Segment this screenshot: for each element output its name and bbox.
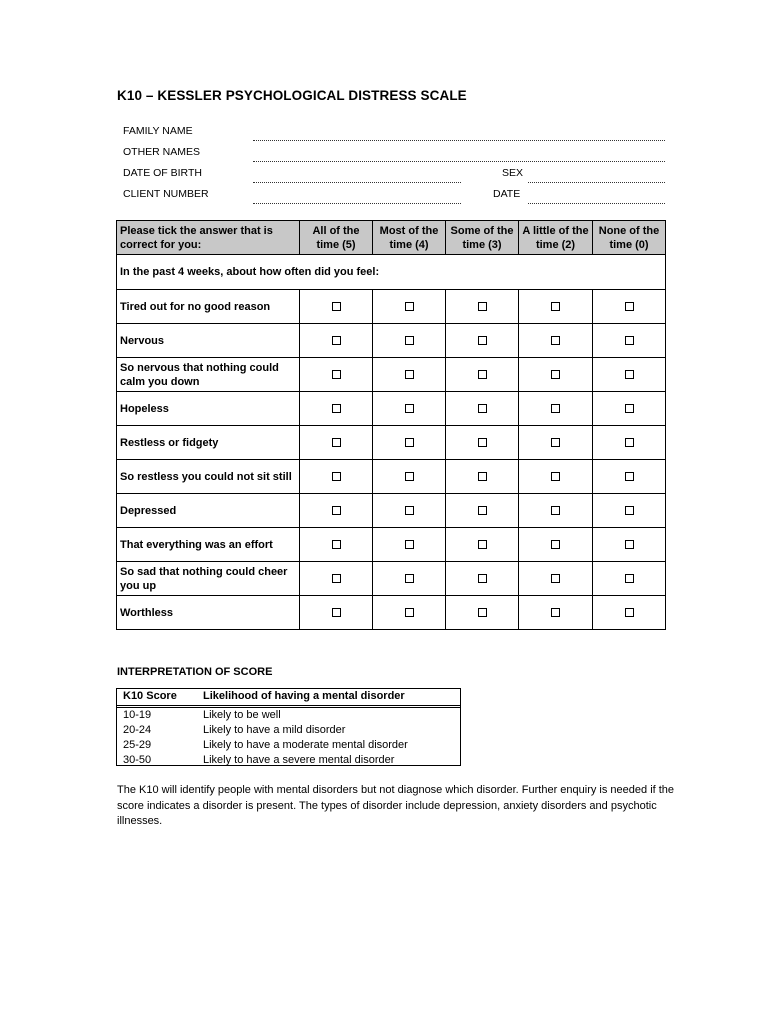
interpretation-row — [117, 754, 460, 769]
answer-checkbox[interactable] — [332, 574, 341, 583]
answer-cell — [593, 324, 666, 358]
answer-cell — [373, 596, 446, 630]
item-label: That everything was an effort — [117, 528, 300, 562]
interpretation-row — [117, 709, 460, 724]
score-column-header: K10 Score — [123, 690, 177, 702]
item-label: Tired out for no good reason — [117, 290, 300, 324]
interpretation-title: INTERPRETATION OF SCORE — [117, 666, 273, 678]
answer-checkbox[interactable] — [332, 336, 341, 345]
answer-cell — [519, 562, 593, 596]
answer-cell — [446, 392, 519, 426]
item-label: Worthless — [117, 596, 300, 630]
answer-cell — [300, 494, 373, 528]
answer-cell — [593, 392, 666, 426]
answer-cell — [446, 358, 519, 392]
likelihood-text: Likely to be well — [203, 709, 281, 721]
answer-cell — [519, 596, 593, 630]
answer-checkbox[interactable] — [332, 438, 341, 447]
answer-checkbox[interactable] — [478, 370, 487, 379]
answer-checkbox[interactable] — [625, 608, 634, 617]
likelihood-text: Likely to have a severe mental disorder — [203, 754, 395, 766]
answer-cell — [300, 426, 373, 460]
answer-cell — [446, 528, 519, 562]
answer-cell — [519, 324, 593, 358]
table-row — [117, 324, 666, 358]
answer-cell — [593, 426, 666, 460]
answer-cell — [446, 562, 519, 596]
item-label: Hopeless — [117, 392, 300, 426]
answer-checkbox[interactable] — [405, 370, 414, 379]
answer-checkbox[interactable] — [332, 370, 341, 379]
answer-checkbox[interactable] — [625, 370, 634, 379]
intro-row — [117, 255, 666, 290]
column-header: None of the time (0) — [593, 221, 666, 255]
answer-cell — [300, 358, 373, 392]
answer-cell — [446, 460, 519, 494]
other-names-field[interactable] — [253, 161, 665, 162]
date-label: DATE — [493, 188, 521, 200]
family-name-field[interactable] — [253, 140, 665, 141]
answer-checkbox[interactable] — [478, 438, 487, 447]
answer-cell — [373, 426, 446, 460]
answer-checkbox[interactable] — [478, 506, 487, 515]
answer-checkbox[interactable] — [625, 506, 634, 515]
date-of-birth-label: DATE OF BIRTH — [123, 167, 202, 179]
likelihood-text: Likely to have a mild disorder — [203, 724, 346, 736]
answer-checkbox[interactable] — [551, 540, 560, 549]
k10-questionnaire-table — [116, 220, 666, 630]
answer-cell — [300, 562, 373, 596]
answer-cell — [593, 290, 666, 324]
answer-checkbox[interactable] — [332, 506, 341, 515]
answer-checkbox[interactable] — [332, 472, 341, 481]
item-label: Nervous — [117, 324, 300, 358]
table-row — [117, 460, 666, 494]
answer-cell — [373, 358, 446, 392]
answer-checkbox[interactable] — [625, 574, 634, 583]
answer-cell — [300, 324, 373, 358]
answer-cell — [519, 460, 593, 494]
answer-cell — [300, 460, 373, 494]
answer-cell — [519, 426, 593, 460]
table-row — [117, 358, 666, 392]
other-names-label: OTHER NAMES — [123, 146, 201, 158]
answer-checkbox[interactable] — [625, 438, 634, 447]
answer-checkbox[interactable] — [625, 302, 634, 311]
column-header: Most of the time (4) — [373, 221, 446, 255]
answer-checkbox[interactable] — [625, 336, 634, 345]
score-range: 20-24 — [123, 724, 152, 736]
answer-cell — [519, 494, 593, 528]
answer-checkbox[interactable] — [551, 472, 560, 481]
answer-checkbox[interactable] — [478, 336, 487, 345]
answer-checkbox[interactable] — [551, 574, 560, 583]
answer-cell — [593, 358, 666, 392]
instruction-header: Please tick the answer that is correct for you: — [117, 221, 300, 255]
date-field[interactable] — [528, 203, 665, 204]
answer-cell — [300, 528, 373, 562]
sex-field[interactable] — [528, 182, 665, 183]
item-label: Depressed — [117, 494, 300, 528]
answer-checkbox[interactable] — [625, 404, 634, 413]
answer-cell — [519, 528, 593, 562]
answer-checkbox[interactable] — [332, 608, 341, 617]
answer-cell — [446, 426, 519, 460]
answer-cell — [373, 460, 446, 494]
answer-checkbox[interactable] — [405, 336, 414, 345]
table-row — [117, 596, 666, 630]
table-row — [117, 290, 666, 324]
answer-checkbox[interactable] — [478, 608, 487, 617]
column-header: Some of the time (3) — [446, 221, 519, 255]
score-range: 30-50 — [123, 754, 152, 766]
answer-cell — [519, 358, 593, 392]
answer-cell — [446, 324, 519, 358]
answer-checkbox[interactable] — [332, 302, 341, 311]
table-row — [117, 528, 666, 562]
table-row — [117, 562, 666, 596]
answer-cell — [300, 596, 373, 630]
answer-cell — [446, 494, 519, 528]
answer-cell — [446, 290, 519, 324]
client-number-field[interactable] — [253, 203, 461, 204]
answer-cell — [446, 596, 519, 630]
item-label: So restless you could not sit still — [117, 460, 300, 494]
answer-checkbox[interactable] — [478, 302, 487, 311]
table-row — [117, 426, 666, 460]
answer-cell — [373, 290, 446, 324]
answer-cell — [593, 562, 666, 596]
answer-checkbox[interactable] — [405, 608, 414, 617]
score-range: 25-29 — [123, 739, 152, 751]
interpretation-row — [117, 739, 460, 754]
answer-checkbox[interactable] — [405, 506, 414, 515]
answer-checkbox[interactable] — [478, 574, 487, 583]
answer-checkbox[interactable] — [405, 404, 414, 413]
answer-cell — [593, 596, 666, 630]
interpretation-header — [117, 689, 460, 708]
answer-checkbox[interactable] — [551, 506, 560, 515]
answer-cell — [519, 392, 593, 426]
answer-checkbox[interactable] — [405, 438, 414, 447]
intro-question: In the past 4 weeks, about how often did you feel: — [117, 255, 666, 290]
client-number-label: CLIENT NUMBER — [123, 188, 209, 200]
column-header: A little of the time (2) — [519, 221, 593, 255]
answer-checkbox[interactable] — [332, 540, 341, 549]
answer-cell — [300, 392, 373, 426]
answer-checkbox[interactable] — [332, 404, 341, 413]
table-row — [117, 392, 666, 426]
answer-cell — [373, 324, 446, 358]
interpretation-table — [116, 688, 461, 766]
answer-checkbox[interactable] — [405, 540, 414, 549]
table-row — [117, 494, 666, 528]
answer-checkbox[interactable] — [551, 336, 560, 345]
item-label: So nervous that nothing could calm you down — [117, 358, 300, 392]
sex-label: SEX — [502, 167, 524, 179]
item-label: Restless or fidgety — [117, 426, 300, 460]
likelihood-text: Likely to have a moderate mental disorder — [203, 739, 408, 751]
answer-cell — [593, 528, 666, 562]
answer-checkbox[interactable] — [625, 540, 634, 549]
page-title: K10 – KESSLER PSYCHOLOGICAL DISTRESS SCALE — [117, 88, 467, 103]
column-header: All of the time (5) — [300, 221, 373, 255]
score-range: 10-19 — [123, 709, 152, 721]
answer-checkbox[interactable] — [551, 608, 560, 617]
answer-cell — [593, 460, 666, 494]
family-name-label: FAMILY NAME — [123, 125, 193, 137]
answer-cell — [593, 494, 666, 528]
answer-checkbox[interactable] — [551, 404, 560, 413]
likelihood-column-header: Likelihood of having a mental disorder — [203, 690, 405, 702]
answer-cell — [373, 392, 446, 426]
answer-checkbox[interactable] — [405, 302, 414, 311]
answer-checkbox[interactable] — [625, 472, 634, 481]
answer-cell — [373, 528, 446, 562]
date-of-birth-field[interactable] — [253, 182, 461, 183]
item-label: So sad that nothing could cheer you up — [117, 562, 300, 596]
footnote-text: The K10 will identify people with mental disorders but not diagnose which disorder. Further enquiry is needed if the score indicates a disorder is present. The types of disorder include depression, anxiety disorders and psychotic illnesses. — [117, 784, 675, 827]
answer-checkbox[interactable] — [551, 438, 560, 447]
interpretation-row — [117, 724, 460, 739]
answer-checkbox[interactable] — [478, 472, 487, 481]
answer-checkbox[interactable] — [551, 370, 560, 379]
answer-cell — [373, 562, 446, 596]
answer-checkbox[interactable] — [405, 472, 414, 481]
answer-cell — [519, 290, 593, 324]
answer-cell — [373, 494, 446, 528]
answer-checkbox[interactable] — [478, 540, 487, 549]
table-header-row — [117, 221, 666, 255]
answer-checkbox[interactable] — [478, 404, 487, 413]
answer-checkbox[interactable] — [405, 574, 414, 583]
answer-cell — [300, 290, 373, 324]
answer-checkbox[interactable] — [551, 302, 560, 311]
